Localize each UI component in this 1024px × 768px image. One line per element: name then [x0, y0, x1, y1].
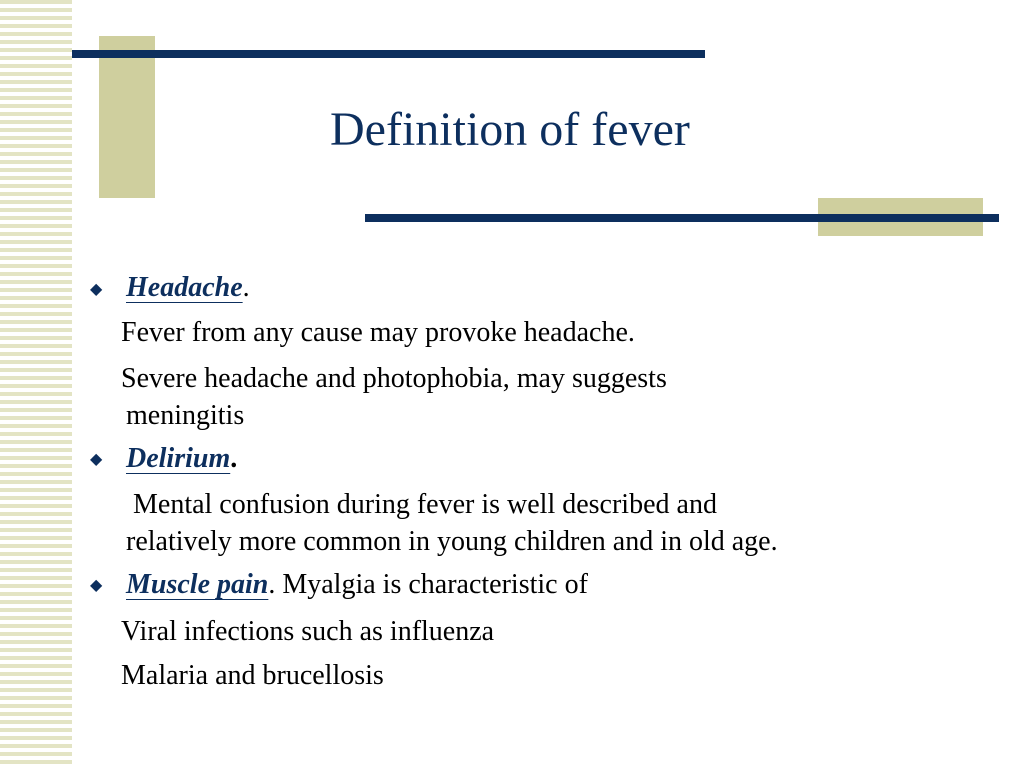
bullet-term-suffix: . Myalgia is characteristic of [268, 569, 588, 600]
bullet-heading [126, 442, 237, 476]
bullet-line: Mental confusion during fever is well described and [133, 489, 717, 520]
bullet-line: Viral infections such as influenza [121, 616, 495, 647]
diamond-bullet-icon: ◆ [90, 451, 103, 468]
accent-block-top [99, 36, 155, 198]
bullet-term-suffix: . [242, 272, 250, 303]
bullet-term-suffix: . [230, 443, 238, 474]
bullet-term: Headache [126, 272, 243, 303]
bullet-term: Delirium [126, 443, 231, 474]
bullet-heading [126, 568, 588, 602]
bullet-heading [126, 271, 250, 305]
bullet-line: Severe headache and photophobia, may suggests [121, 363, 667, 394]
title-rule-bottom [365, 214, 999, 222]
bullet-line: meningitis [126, 400, 245, 431]
diamond-bullet-icon: ◆ [90, 281, 103, 298]
diamond-bullet-icon: ◆ [90, 577, 103, 594]
bullet-line: Fever from any cause may provoke headache. [121, 317, 635, 348]
bullet-line: Malaria and brucellosis [121, 660, 384, 691]
bullet-term: Muscle pain [126, 569, 269, 600]
bullet-line: relatively more common in young children and in old age. [126, 526, 778, 557]
left-stripe-decoration [0, 0, 72, 768]
slide-title: Definition of fever [330, 103, 690, 156]
title-rule-top [72, 50, 705, 58]
